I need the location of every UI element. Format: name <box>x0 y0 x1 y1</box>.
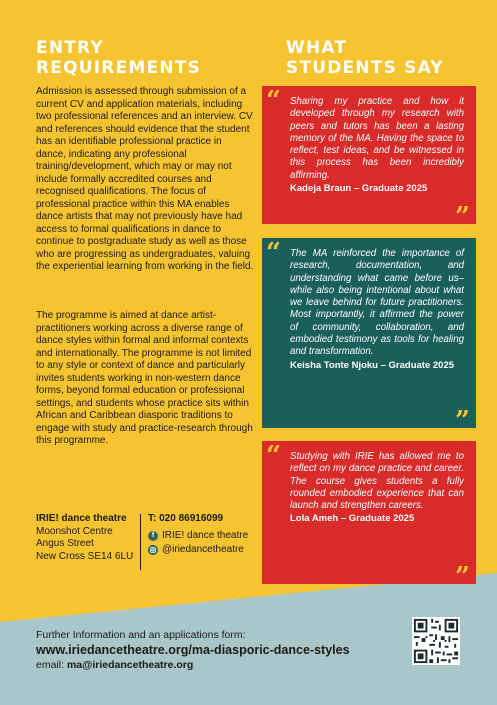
contact-details <box>148 513 248 557</box>
close-quote-icon: ” <box>455 406 470 436</box>
close-quote-icon: ” <box>455 202 470 232</box>
testimonial-card <box>262 238 476 436</box>
address-line: New Cross SE14 6LU <box>36 550 134 562</box>
facebook-link[interactable] <box>148 530 248 543</box>
testimonial-author: Kadeja Braun – Graduate 2025 <box>290 183 428 195</box>
testimonial-quote: The MA reinforced the importance of research, documentation, and understanding what came before us– while also being intentional about what we leave behind for future practitioners. Most importantly, it affirmed the power of community, collaboration, and embodied testimony as tools for healing and transformation. <box>290 248 464 358</box>
entry-paragraph-1: Admission is assessed through submission of a current CV and application materials, including two professional references and an interview. CV and references should evidence that the student has an identifiable professional practice in dance, indicating any professional training/development, which may or may not include formally accredited courses and recognised qualifications. The focus of professional practice within this MA enables dance artists that may not previously have had access to formal qualifications in dance to continue to postgraduate study as well as those who are progressing as undergraduates, valuing the experiential learning from working in the field. <box>36 86 254 272</box>
entry-paragraph-2: The programme is aimed at dance artist-practitioners working across a diverse range of dance styles within formal and informal contexts and internationally. The programme is not limited to any style or context of dance and particularly invites students working in non-western dance forms, beyond formal education or professional settings, and students whose practice sits within African and Caribbean diasporic traditions to engage with study and practice-research through this programme. <box>36 310 253 446</box>
instagram-label: @iriedancetheatre <box>162 544 244 555</box>
qr-code-icon[interactable] <box>412 617 460 665</box>
contact-divider <box>140 514 141 570</box>
org-name: IRIE! dance theatre <box>36 513 127 524</box>
instagram-icon <box>148 545 158 555</box>
entry-requirements-heading: ENTRY REQUIREMENTS <box>36 38 201 78</box>
testimonial-author: Keisha Tonte Njoku – Graduate 2025 <box>290 359 455 371</box>
testimonial-quote: Studying with IRIE has allowed me to reflect on my dance practice and career. The course gives students a fully rounded embodied experience that can launch and strengthen careers. <box>290 451 464 512</box>
website-link[interactable]: www.iriedancetheatre.org/ma-diasporic-dance-styles <box>36 643 350 657</box>
contact-address <box>36 513 133 563</box>
facebook-label: IRIE! dance theatre <box>162 529 249 541</box>
testimonial-card <box>262 86 476 232</box>
open-quote-icon: “ <box>266 238 281 268</box>
testimonial-quote: Sharing my practice and how it developed through my research with peers and tutors has been a lasting memory of the MA. Having the space to reflect, test ideas, and be witnessed in this process has been incredibly affirming. <box>290 96 464 181</box>
email-label: email: <box>36 659 67 671</box>
testimonial-author: Lola Ameh – Graduate 2025 <box>290 513 415 525</box>
instagram-link[interactable] <box>148 544 248 557</box>
address-line: Angus Street <box>36 538 94 549</box>
email-link[interactable]: ma@iriedancetheatre.org <box>66 659 194 671</box>
address-line: Moonshot Centre <box>36 525 113 537</box>
close-quote-icon: ” <box>455 562 470 592</box>
open-quote-icon: “ <box>266 441 281 471</box>
what-students-say-heading: WHAT STUDENTS SAY <box>286 38 444 78</box>
phone-number[interactable]: T: 020 86916099 <box>148 513 224 524</box>
facebook-icon: f <box>148 531 158 541</box>
open-quote-icon: “ <box>266 86 281 116</box>
email-line <box>36 659 193 671</box>
further-info-text: Further Information and an applications form: <box>36 629 246 641</box>
testimonial-card <box>262 441 476 592</box>
